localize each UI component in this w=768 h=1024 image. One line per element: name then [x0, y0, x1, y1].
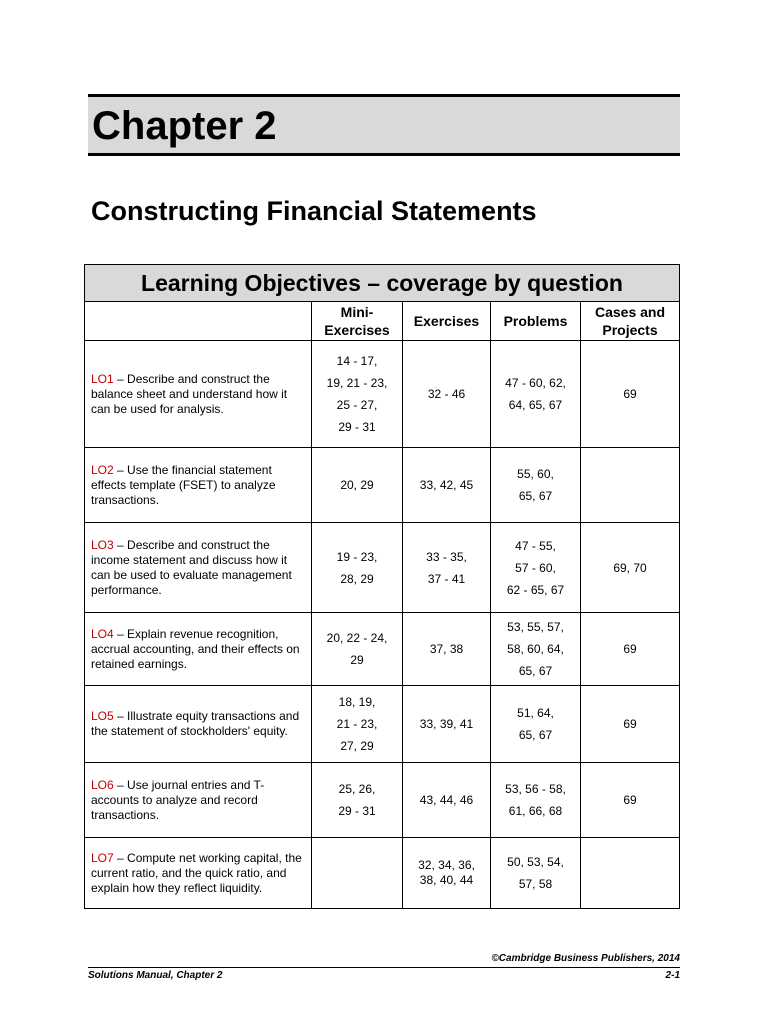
- problems-value: 51, 64,: [517, 706, 554, 720]
- problems-value: 57 - 60,: [515, 560, 556, 575]
- chapter-band: [88, 94, 680, 156]
- problems-value: 65, 67: [518, 664, 553, 678]
- problems-cell: [491, 613, 581, 686]
- table-row: [85, 838, 680, 909]
- objective-code: LO4: [91, 626, 114, 641]
- exercises-value: 43, 44, 46: [419, 793, 474, 807]
- exercises-value: 33, 39, 41: [419, 717, 474, 731]
- problems-cell: [491, 763, 581, 838]
- mini-cell: [312, 838, 403, 909]
- problems-value: 57, 58: [518, 877, 553, 891]
- problems-cell: [491, 686, 581, 763]
- objective-code: LO7: [91, 850, 114, 865]
- exercises-value: 37, 38: [429, 642, 464, 656]
- mini-value: 29 - 31: [338, 420, 376, 434]
- mini-value: 25 - 27,: [336, 398, 378, 412]
- problems-cell: [491, 341, 581, 448]
- objective-code: LO2: [91, 462, 114, 477]
- cases-cell: [581, 448, 680, 523]
- problems-value: 65, 67: [518, 489, 553, 503]
- objective-text: – Compute net working capital, the current ratio, and the quick ratio, and explain how they reflect liquidity.: [91, 850, 302, 895]
- cases-value: 69: [623, 793, 637, 807]
- table-row: [85, 448, 680, 523]
- mini-value: 27, 29: [340, 739, 374, 753]
- exercises-value: 32, 34, 36,: [418, 858, 475, 872]
- objective-code: LO3: [91, 537, 114, 552]
- header-cases-projects: Cases and Projects: [581, 302, 680, 341]
- chapter-title: Chapter 2: [92, 104, 277, 148]
- header-problems: Problems: [491, 302, 581, 341]
- mini-value: 21 - 23,: [336, 717, 378, 731]
- objective-cell: [85, 523, 312, 613]
- table-body: [85, 341, 680, 909]
- objective-code: LO1: [91, 371, 114, 386]
- objective-code: LO5: [91, 709, 114, 723]
- chapter-subtitle: Constructing Financial Statements: [91, 196, 537, 226]
- learning-objectives-table: [84, 264, 680, 909]
- problems-value: 53, 56 - 58,: [505, 782, 566, 796]
- problems-value: 47 - 55,: [515, 538, 556, 553]
- cases-cell: [581, 838, 680, 909]
- cases-value: 69: [623, 387, 637, 401]
- cases-cell: [581, 341, 680, 448]
- objective-text: – Describe and construct the balance sheet and understand how it can be used for analysis.: [91, 371, 288, 416]
- mini-value: 20, 22 - 24,: [326, 631, 388, 645]
- cases-cell: [581, 763, 680, 838]
- table-row: [85, 763, 680, 838]
- problems-value: 62 - 65, 67: [506, 582, 565, 597]
- table-caption: Learning Objectives – coverage by question: [85, 265, 680, 302]
- objective-text: – Explain revenue recognition, accrual accounting, and their effects on retained earnings.: [91, 626, 300, 671]
- problems-value: 61, 66, 68: [508, 804, 563, 818]
- mini-value: 19 - 23,: [336, 549, 378, 564]
- table-row: [85, 613, 680, 686]
- objective-cell: [85, 341, 312, 448]
- objective-cell: [85, 613, 312, 686]
- mini-value: 18, 19,: [338, 695, 376, 709]
- objective-cell: [85, 763, 312, 838]
- mini-cell: [312, 448, 403, 523]
- header-blank: [85, 302, 312, 341]
- header-mini-exercises: Mini- Exercises: [312, 302, 403, 341]
- problems-value: 64, 65, 67: [508, 398, 563, 412]
- objective-text: – Illustrate equity transactions and the statement of stockholders' equity.: [91, 709, 300, 738]
- mini-value: 19, 21 - 23,: [326, 376, 388, 390]
- exercises-value: 33, 42, 45: [419, 478, 474, 492]
- mini-value: 25, 26,: [338, 782, 376, 796]
- objective-text: – Describe and construct the income statement and discuss how it can be used to evaluate management performance.: [91, 537, 292, 597]
- mini-cell: [312, 686, 403, 763]
- mini-value: 29 - 31: [338, 804, 376, 818]
- mini-value: 20, 29: [340, 478, 374, 492]
- footer-rule: [88, 967, 680, 968]
- mini-cell: [312, 523, 403, 613]
- header-exercises: Exercises: [403, 302, 491, 341]
- page-number: 2-1: [665, 970, 680, 981]
- cases-value: 69, 70: [613, 560, 647, 575]
- mini-value: 29: [350, 653, 364, 667]
- table-row: [85, 341, 680, 448]
- objective-cell: [85, 838, 312, 909]
- exercises-cell: [403, 763, 491, 838]
- problems-value: 55, 60,: [517, 467, 554, 481]
- objective-cell: [85, 448, 312, 523]
- exercises-cell: [403, 838, 491, 909]
- table-header-row: [85, 302, 680, 341]
- objective-text: – Use journal entries and T-accounts to analyze and record transactions.: [91, 777, 265, 822]
- mini-cell: [312, 341, 403, 448]
- problems-cell: [491, 448, 581, 523]
- mini-cell: [312, 613, 403, 686]
- exercises-value: 33 - 35,: [426, 549, 467, 564]
- exercises-cell: [403, 523, 491, 613]
- mini-value: 28, 29: [340, 571, 374, 586]
- problems-value: 47 - 60, 62,: [505, 376, 566, 390]
- cases-value: 69: [623, 642, 637, 656]
- objective-code: LO6: [91, 777, 114, 792]
- problems-cell: [491, 523, 581, 613]
- footer-left: Solutions Manual, Chapter 2: [88, 970, 223, 981]
- objective-cell: [85, 686, 312, 763]
- exercises-cell: [403, 448, 491, 523]
- copyright: ©Cambridge Business Publishers, 2014: [491, 953, 680, 964]
- problems-value: 65, 67: [518, 728, 553, 742]
- objective-text: – Use the financial statement effects template (FSET) to analyze transactions.: [91, 462, 276, 507]
- exercises-cell: [403, 341, 491, 448]
- problems-value: 53, 55, 57,: [507, 620, 564, 634]
- exercises-value: 32 - 46: [427, 387, 466, 401]
- table-row: [85, 686, 680, 763]
- exercises-value: 37 - 41: [427, 571, 466, 586]
- exercises-value: 38, 40, 44: [419, 873, 474, 887]
- exercises-cell: [403, 686, 491, 763]
- cases-value: 69: [623, 717, 637, 731]
- cases-cell: [581, 686, 680, 763]
- problems-value: 50, 53, 54,: [507, 855, 564, 869]
- exercises-cell: [403, 613, 491, 686]
- mini-value: 14 - 17,: [336, 354, 378, 368]
- cases-cell: [581, 523, 680, 613]
- mini-cell: [312, 763, 403, 838]
- problems-cell: [491, 838, 581, 909]
- cases-cell: [581, 613, 680, 686]
- table-row: [85, 523, 680, 613]
- problems-value: 58, 60, 64,: [507, 642, 564, 656]
